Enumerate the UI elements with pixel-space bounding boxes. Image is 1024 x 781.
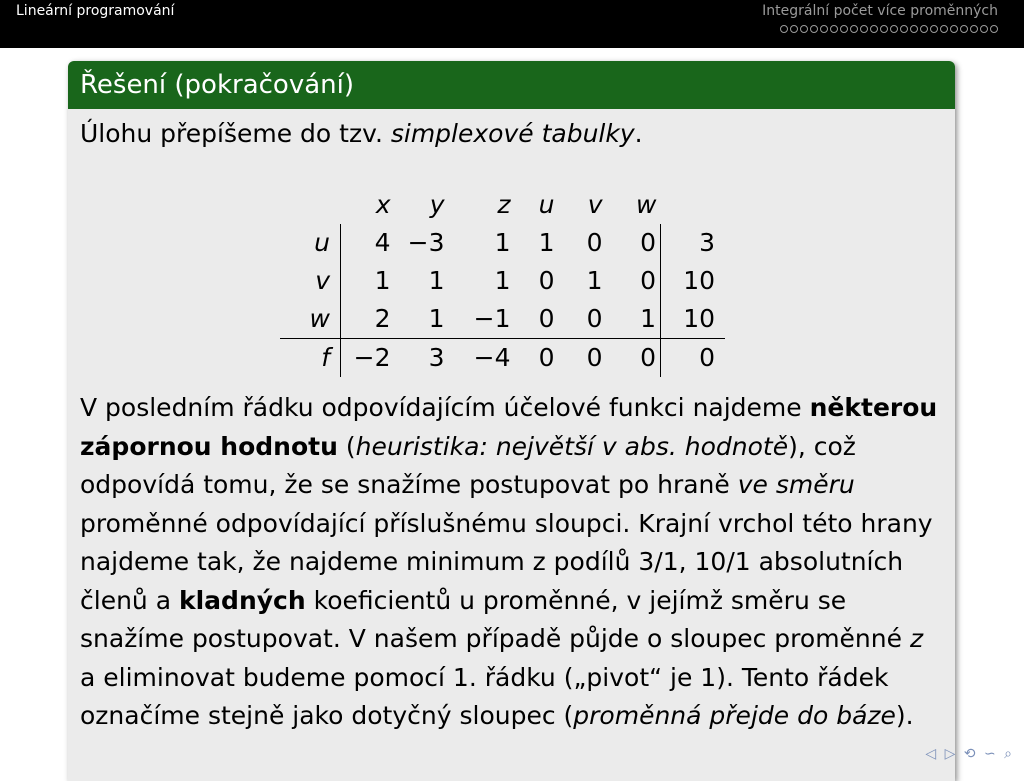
row-label: v [315, 266, 330, 295]
col-header: x [375, 190, 391, 219]
para-italic: proměnná přejde do báze [573, 701, 896, 730]
progress-dot[interactable] [920, 25, 928, 33]
block-body [68, 109, 955, 781]
tableau-cell: 1 [586, 266, 603, 295]
progress-dot[interactable] [870, 25, 878, 33]
progress-dot[interactable] [990, 25, 998, 33]
tableau-cell: 1 [428, 304, 445, 333]
para-italic: heuristika: největší v abs. hodnotě [355, 431, 789, 461]
tableau-cell: 0 [586, 304, 603, 333]
intro-italic: simplexové tabulky [390, 119, 635, 148]
row-label: w [309, 304, 330, 333]
col-header: w [636, 190, 657, 219]
progress-dot[interactable] [970, 25, 978, 33]
tableau-cell: 1 [494, 266, 511, 295]
tableau-cell: 0 [538, 266, 555, 295]
progress-dot[interactable] [790, 25, 798, 33]
section-title[interactable]: Lineární programování [16, 3, 175, 19]
progress-dot[interactable] [800, 25, 808, 33]
tableau-cell: 0 [640, 266, 656, 295]
tableau-cell: −2 [341, 339, 395, 378]
progress-dot[interactable] [940, 25, 948, 33]
progress-dot[interactable] [960, 25, 968, 33]
tableau-cell: 0 [515, 339, 559, 378]
beamer-navigation-icons[interactable]: ◁ ▷ ⟲ ∽ ⌕ [925, 746, 1014, 762]
col-header: y [429, 190, 445, 219]
para-bold: některou zápornou hodnotu [80, 393, 938, 461]
progress-dot[interactable] [780, 25, 788, 33]
solution-block [68, 61, 955, 781]
progress-dot[interactable] [820, 25, 828, 33]
para-text: V posledním řádku odpovídajícím účelové funkci najdeme [80, 393, 810, 422]
tableau-row [280, 300, 725, 339]
row-label: f [280, 339, 341, 378]
progress-dot[interactable] [810, 25, 818, 33]
para-italic: z [909, 624, 924, 653]
progress-dot[interactable] [900, 25, 908, 33]
tableau-cell: 1 [428, 266, 445, 295]
block-title: Řešení (pokračování) [68, 61, 955, 109]
rhs-cell: 10 [661, 262, 726, 300]
tableau-cell: 4 [341, 224, 395, 262]
col-header: v [587, 190, 603, 219]
para-text: ), což odpovídá tomu, že se snažíme postupovat po hraně [80, 431, 856, 499]
tableau-cell: 1 [341, 262, 395, 300]
tableau-cell: 0 [607, 339, 661, 378]
tableau-cell: −3 [407, 228, 445, 257]
para-bold: kladných [178, 585, 306, 615]
progress-dot[interactable] [980, 25, 988, 33]
row-label: u [314, 228, 330, 257]
progress-dot[interactable] [910, 25, 918, 33]
simplex-tableau [280, 186, 725, 377]
tableau-row [280, 339, 725, 378]
slide-progress-dots [780, 25, 998, 33]
header-bar [0, 0, 1024, 48]
col-header: u [538, 190, 555, 219]
progress-dot[interactable] [840, 25, 848, 33]
progress-dot[interactable] [860, 25, 868, 33]
intro-end: . [634, 119, 643, 148]
tableau-cell: 2 [341, 300, 395, 339]
progress-dot[interactable] [850, 25, 858, 33]
para-text: proměnné odpovídající příslušnému sloupci. Krajní vrchol této hrany najdeme tak, že najdeme minimum z podílů 3/1, 10/1 absolutních členů a [80, 508, 933, 615]
tableau-row [280, 224, 725, 262]
tableau-cell: 1 [494, 228, 511, 257]
tableau-cell: 0 [640, 228, 656, 257]
progress-dot[interactable] [890, 25, 898, 33]
intro-text: Úlohu přepíšeme do tzv. [80, 119, 391, 148]
para-text: ( [337, 431, 356, 461]
tableau-cell: 0 [538, 304, 555, 333]
rhs-cell: 0 [661, 339, 726, 378]
col-header: z [497, 190, 511, 219]
tableau-cell: 3 [395, 339, 449, 378]
tableau-cell: 1 [538, 228, 555, 257]
para-text: koeficientů u proměnné, v jejímž směru se snažíme postupovat. V našem případě půjde o sloupec proměnné [80, 585, 910, 653]
tableau-cell: 0 [586, 228, 603, 257]
explanation-paragraph [80, 389, 943, 736]
tableau-cell: −1 [473, 304, 511, 333]
tableau-cell: 0 [559, 339, 607, 378]
tableau-cell: 1 [640, 304, 656, 333]
rhs-cell: 10 [661, 300, 726, 339]
para-italic: ve směru [737, 470, 855, 499]
intro-sentence [80, 109, 943, 155]
progress-dot[interactable] [830, 25, 838, 33]
progress-dot[interactable] [930, 25, 938, 33]
rhs-cell: 3 [661, 224, 726, 262]
progress-dot[interactable] [880, 25, 888, 33]
progress-dot[interactable] [950, 25, 958, 33]
tableau-cell: −4 [449, 339, 515, 378]
presentation-title[interactable]: Integrální počet více proměnných [762, 3, 998, 19]
para-text: ). [895, 701, 914, 730]
tableau-header-row [280, 186, 725, 224]
tableau-row [280, 262, 725, 300]
para-text: a eliminovat budeme pomocí 1. řádku („pivot“ je 1). Tento řádek označíme stejně jako dotyčný sloupec ( [80, 662, 889, 730]
